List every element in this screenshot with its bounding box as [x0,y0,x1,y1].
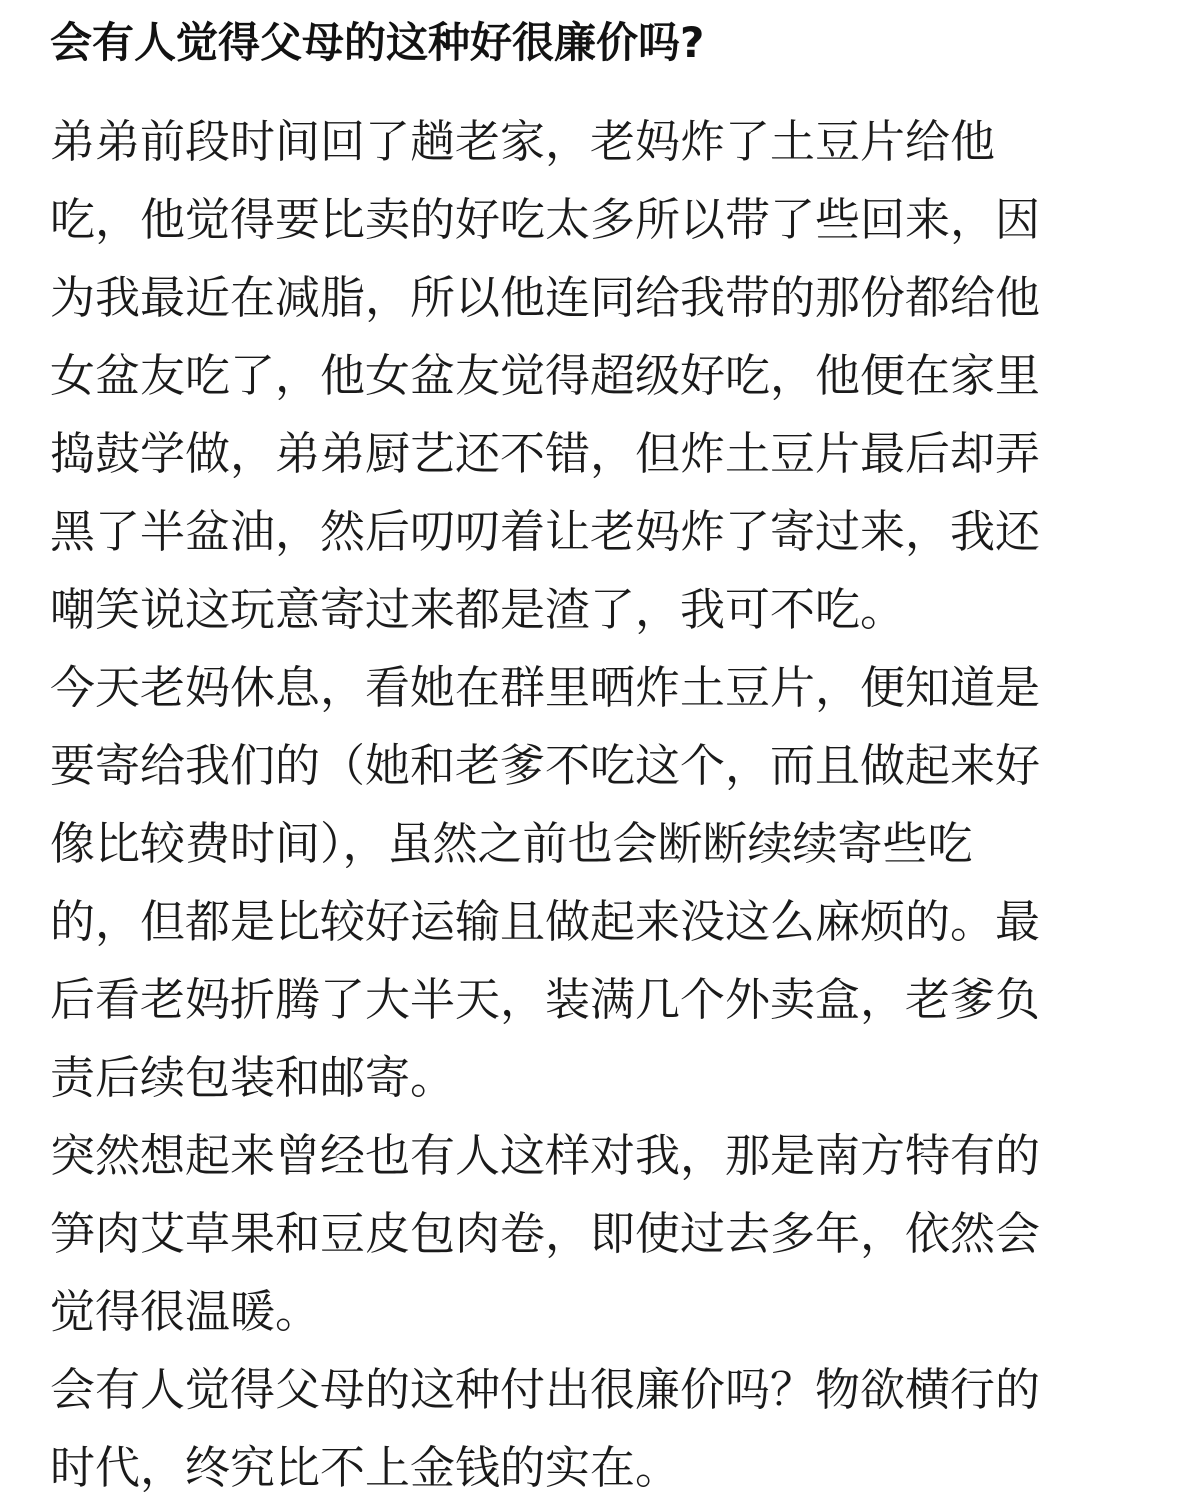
body-line: 像比较费时间），虽然之前也会断断续续寄些吃 [50,817,973,870]
body-line: 今天老妈休息，看她在群里晒炸土豆片，便知道是 [50,661,1041,714]
body-line: 突然想起来曾经也有人这样对我，那是南方特有的 [50,1129,1041,1182]
body-line: 黑了半盆油，然后叨叨着让老妈炸了寄过来，我还 [50,505,1041,558]
body-line: 弟弟前段时间回了趟老家，老妈炸了土豆片给他 [50,115,996,168]
body-line: 觉得很温暖。 [50,1285,321,1338]
post-title: 会有人觉得父母的这种好很廉价吗? [50,18,705,67]
body-line: 笋肉艾草果和豆皮包肉卷，即使过去多年，依然会 [50,1207,1041,1260]
body-line: 责后续包装和邮寄。 [50,1051,456,1104]
body-line: 的，但都是比较好运输且做起来没这么麻烦的。最 [50,895,1041,948]
body-line: 会有人觉得父母的这种付出很廉价吗？物欲横行的 [50,1363,1041,1416]
body-line: 后看老妈折腾了大半天，装满几个外卖盒，老爹负 [50,973,1041,1026]
body-line: 女盆友吃了，他女盆友觉得超级好吃，他便在家里 [50,349,1041,402]
body-line: 嘲笑说这玩意寄过来都是渣了，我可不吃。 [50,583,906,636]
body-line: 为我最近在减脂，所以他连同给我带的那份都给他 [50,271,1041,324]
post-body [50,103,1130,1507]
body-line: 捣鼓学做，弟弟厨艺还不错，但炸土豆片最后却弄 [50,427,1041,480]
body-line: 要寄给我们的（她和老爹不吃这个，而且做起来好 [50,739,1041,792]
post [50,0,1130,1507]
body-line: 时代，终究比不上金钱的实在。 [50,1441,681,1494]
body-line: 吃，他觉得要比卖的好吃太多所以带了些回来，因 [50,193,1041,246]
